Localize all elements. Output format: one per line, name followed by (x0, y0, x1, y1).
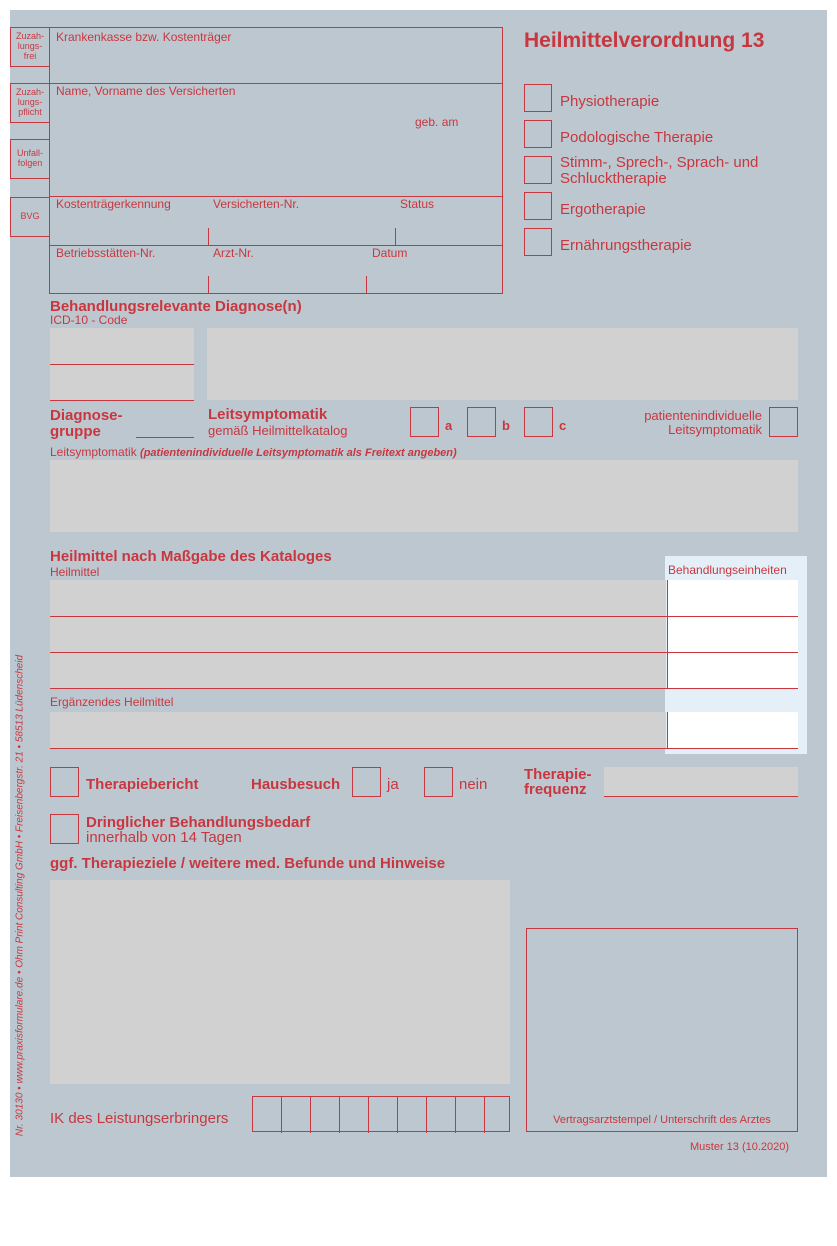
divider (667, 712, 668, 748)
ik-digit-cell (311, 1097, 340, 1133)
physiotherapie-checkbox[interactable] (524, 84, 552, 112)
podologische-therapie-checkbox[interactable] (524, 120, 552, 148)
geburtsdatum-label: geb. am (415, 115, 459, 129)
physiotherapie-label: Physiotherapie (560, 93, 660, 110)
muster-label: Muster 13 (10.2020) (690, 1141, 790, 1153)
ik-digit-cell (398, 1097, 427, 1133)
divider (667, 580, 668, 688)
icd-label: ICD-10 - Code (50, 313, 128, 327)
diagnose-heading: Behandlungsrelevante Diagnose(n) (50, 298, 302, 315)
divider (208, 228, 209, 245)
zuzahlungspflicht-box[interactable] (10, 83, 50, 123)
versicherten-nr-label: Versicherten-Nr. (213, 197, 300, 211)
ik-digit-cell (456, 1097, 485, 1133)
versicherter-name-label: Name, Vorname des Versicherten (56, 84, 236, 98)
divider (50, 400, 194, 401)
ergaenzendes-heilmittel-label: Ergänzendes Heilmittel (50, 695, 174, 709)
leitsymptomatik-sub: gemäß Heilmittelkatalog (208, 423, 348, 438)
ergaenzendes-heilmittel-field[interactable] (50, 712, 666, 748)
status-label: Status (400, 197, 435, 211)
patientenindividuell-checkbox[interactable] (769, 407, 798, 437)
ik-digit-cell (253, 1097, 282, 1133)
unfallfolgen-box[interactable] (10, 139, 50, 179)
divider (395, 228, 396, 245)
divider (50, 364, 194, 365)
datum-label: Datum (372, 246, 408, 260)
ja-label: ja (387, 776, 399, 793)
ergotherapie-checkbox[interactable] (524, 192, 552, 220)
therapiebericht-label: Therapiebericht (86, 776, 199, 793)
heilmittel-label: Heilmittel (50, 565, 100, 579)
diagnosegruppe-field-line (136, 437, 194, 438)
dringlich-checkbox[interactable] (50, 814, 79, 844)
ik-field[interactable] (252, 1096, 510, 1132)
zuzahlungsfrei-label: Zuzah- lungs- frei (15, 31, 44, 61)
arzt-nr-label: Arzt-Nr. (213, 246, 254, 260)
bvg-box[interactable] (10, 197, 50, 237)
form-title: Heilmittelverordnung 13 (524, 29, 765, 52)
option-a-label: a (445, 418, 453, 433)
option-c-label: c (559, 418, 567, 433)
ik-digit-cell (369, 1097, 398, 1133)
diagnosegruppe-label: Diagnose- gruppe (50, 407, 123, 440)
leitsymptomatik-freitext-field[interactable] (50, 460, 798, 532)
leitsymptomatik-heading: Leitsymptomatik (208, 406, 328, 423)
nein-label: nein (459, 776, 488, 793)
ik-digit-cell (282, 1097, 311, 1133)
heilmittel-row-line (50, 616, 798, 617)
bvg-label: BVG (20, 211, 40, 221)
freitext-hint: (patientenindividuelle Leitsymptomatik als Freitext angeben) (140, 447, 457, 459)
ergotherapie-label: Ergotherapie (560, 201, 646, 218)
leitsymptomatik-freitext-text: Leitsymptomatik (50, 445, 137, 459)
ernaehrungstherapie-label: Ernährungstherapie (560, 237, 692, 254)
leitsymptomatik-freitext-label (50, 446, 457, 460)
ik-digit-cell (340, 1097, 369, 1133)
ernaehrungstherapie-checkbox[interactable] (524, 228, 552, 256)
therapiefrequenz-label: Therapie- frequenz (524, 766, 592, 798)
ik-digit-cell (485, 1097, 514, 1133)
behandlungseinheiten-field[interactable] (668, 580, 798, 688)
dringlich-label: Dringlicher Behandlungsbedarf (86, 814, 311, 831)
dringlich-sub-label: innerhalb von 14 Tagen (86, 829, 242, 846)
podologische-therapie-label: Podologische Therapie (560, 129, 714, 146)
leitsymptomatik-c-checkbox[interactable] (524, 407, 553, 437)
therapieziele-heading: ggf. Therapieziele / weitere med. Befunde und Hinweise (50, 855, 446, 872)
divider (366, 276, 367, 294)
stimmtherapie-label: Stimm-, Sprech-, Sprach- und Schlucktherapie (560, 154, 759, 187)
ergaenzend-einheiten-field[interactable] (668, 712, 798, 748)
heilmittel-field[interactable] (50, 580, 666, 688)
heilmittel-row-line (50, 688, 798, 689)
behandlungseinheiten-label: Behandlungseinheiten (668, 563, 787, 577)
diagnosegruppe-field[interactable] (136, 406, 194, 437)
patientenindividuell-label: patientenindividuelle Leitsymptomatik (644, 408, 762, 437)
ik-label: IK des Leistungserbringers (50, 1110, 229, 1127)
diagnose-text-field[interactable] (207, 328, 798, 400)
therapiebericht-checkbox[interactable] (50, 767, 79, 797)
option-b-label: b (502, 418, 510, 433)
ik-digit-cell (427, 1097, 456, 1133)
hausbesuch-nein-checkbox[interactable] (424, 767, 453, 797)
leitsymptomatik-b-checkbox[interactable] (467, 407, 496, 437)
zuzahlungspflicht-label: Zuzah- lungs- pflicht (15, 87, 44, 117)
kostentraeger-label: Krankenkasse bzw. Kostenträger (56, 30, 232, 44)
kostentraegerkennung-label: Kostenträgerkennung (56, 197, 171, 211)
unfallfolgen-label: Unfall- folgen (16, 148, 43, 168)
printer-imprint: Nr. 30130 • www.praxisformulare.de • Ohm Print Consulting GmbH • Freisenbergstr. 21 • 58513 Lüdenscheid (14, 654, 26, 1137)
therapiefrequenz-field[interactable] (604, 767, 798, 796)
heilmittel-heading: Heilmittel nach Maßgabe des Kataloges (50, 548, 332, 565)
hausbesuch-ja-checkbox[interactable] (352, 767, 381, 797)
hausbesuch-label: Hausbesuch (251, 776, 341, 793)
heilmittel-row-line (50, 652, 798, 653)
divider (604, 796, 798, 797)
stimmtherapie-checkbox[interactable] (524, 156, 552, 184)
betriebsstaetten-nr-label: Betriebsstätten-Nr. (56, 246, 156, 260)
therapieziele-field[interactable] (50, 880, 510, 1084)
leitsymptomatik-a-checkbox[interactable] (410, 407, 439, 437)
zuzahlungsfrei-box[interactable] (10, 27, 50, 67)
divider (50, 748, 798, 749)
divider (208, 276, 209, 294)
arztstempel-label: Vertragsarztstempel / Unterschrift des Arztes (553, 1114, 771, 1126)
arztstempel-box[interactable] (526, 928, 798, 1132)
